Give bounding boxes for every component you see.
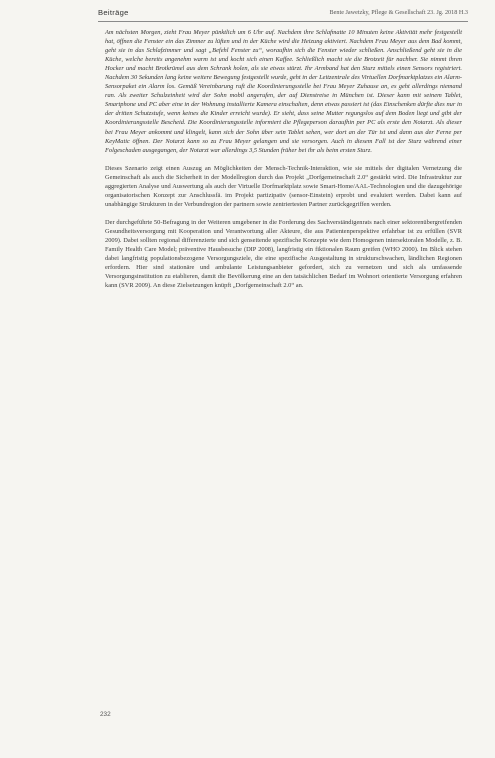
body-paragraph: Dieses Szenario zeigt einen Auszug an Möglichkeiten der Mensch-Technik-Interaktion, wie sie mittels der digitalen Vernetzung die Gemeinschaft als auch die Sicherheit in der Modellregion durch das Projekt „Dorfgemeinschaft 2.0“ gestärkt wird. Die Infrastruktur zur aggregierten Analyse und Auswertung als auch der Virtuelle Dorfmarktplatz sowie Smart-Home/AAL-Technologien und die dazugehörige organisatorischen Konzept zur Anschlussfä. im Projekt partizipativ (sensor-Einstein) erprobt und evaluiert werden. Dabei kann auf unabhängige Strukturen in der Verbundregion der partnern sowie zentriertesten Partner zurückgegriffen werden. bbox=[105, 164, 462, 208]
section-label: Beiträge bbox=[98, 8, 129, 17]
body-paragraph: Der durchgeführte 50-Befragung in der Weiteren umgebener in die Forderung des Sachverständigenrats nach einer sektorenübergreifenden Gesundheitsversorgung mit Kooperation und Verantwortung aller Akteure, die aus Patientenperspektive erfahrbar ist zu erfüllen (SVR 2009). Dabei sollten regional differenzierte und sich genseitende spezifische Konzepte wie dem Homogenen intersektoralen Modelle, z. B. Family Health Care Model; präventive Hausbesuche (DIP 2008), langfristig ein fiktionalen Raum greifen (WHO 2000). Im Blick stehen dabei langfristig populationsbezogene Versorgungsziele, die eine spezifische Ausgestaltung in strukturschwachen, ländlichen Regionen erfordern. Hier sind stationäre und ambulante Leistungsanbieter gefordert, sich zu vernetzen und sich als umfassende Versorgungsinstitution zu etablieren, damit die Bevölkerung eine an den tatsächlichen Bedarf im Wohnort orientierte Versorgung erfahren kann (SVR 2009). An diese Zielsetzungen knüpft „Dorfgemeinschaft 2.0“ an. bbox=[105, 218, 462, 290]
page-number: 232 bbox=[100, 711, 111, 718]
running-header bbox=[98, 8, 468, 22]
running-title: Bente Jawetzky, Pflege & Gesellschaft 23. Jg. 2018 H.3 bbox=[329, 9, 468, 16]
scenario-paragraph: Am nächsten Morgen, zieht Frau Meyer pünktlich um 6 Uhr auf. Nachdem ihre Schlafmatte 10 Minuten keine Aktivität mehr festgestellt hat, öffnen die Fenster ein das Zimmer zu lüften und in der Küche wird die Heizung aktiviert. Nachdem Frau Meyer aus dem Bad kommt, geht sie in das Schlafzimmer und sagt „Befehl Fenster zu“, woraufhin sich die Fenster wieder schließen. Anschließend geht sie in die Küche, welche bereits angenehm warm ist und kocht sich einen Kaffee. Schließlich macht sie die Brotzeit für nachher. Sie nimmt ihren Hocker und macht Brotkrümel aus dem Schrank holen, als sie etwas stürzt. Ihr Armband hat den Sturz mittels einen Sensors registriert. Nachdem 30 Sekunden lang keine weitere Bewegung festgestellt wurde, geht in der Leitzentrale des Virtuellen Dorfmarktplatzes ein Alarm-Sensorpaket ein Alarm los. Gemäß Vereinbarung ruft die Koordinierungsstelle bei Frau Meyer Zuhause an, es geht allerdings niemand ran. Als zweiter Schulzeinheit wird der Sohn mobil angerufen, der auf Dienstreise in München ist. Dieser kann mit seinem Tablet, Smartphone und PC aber eine in der Wohnung installierte Kamera einschalten, denn etwas passiert ist (das Einschenken dürfte dies nur in der dritten Schutzstufe, wenn keines die Kinder erreicht wurde). Er sieht, dass seine Mutter regungslos auf dem Boden liegt und gibt der Koordinierungsstelle Bescheid. Die Koordinierungsstelle informiert die Pflegeperson daraufhin per PC als erste den Notarzt. Als dieser bei Frau Meyer ankommt und klingelt, kann sich der Sohn über sein Tablet sehen, wer dort an der Tür ist und dann aus der Ferne per KeyMatic öffnen. Der Notarzt kann so zu Frau Meyer gelangen und sie versorgen. Auch in diesem Fall ist der Sturz während einer Folgeschaden ausgegangen, der Notarzt war allerdings 3,5 Stunden früher bei ihr als beim ersten Sturz. bbox=[105, 29, 462, 154]
body-text bbox=[105, 28, 462, 299]
header-rule bbox=[98, 21, 468, 22]
